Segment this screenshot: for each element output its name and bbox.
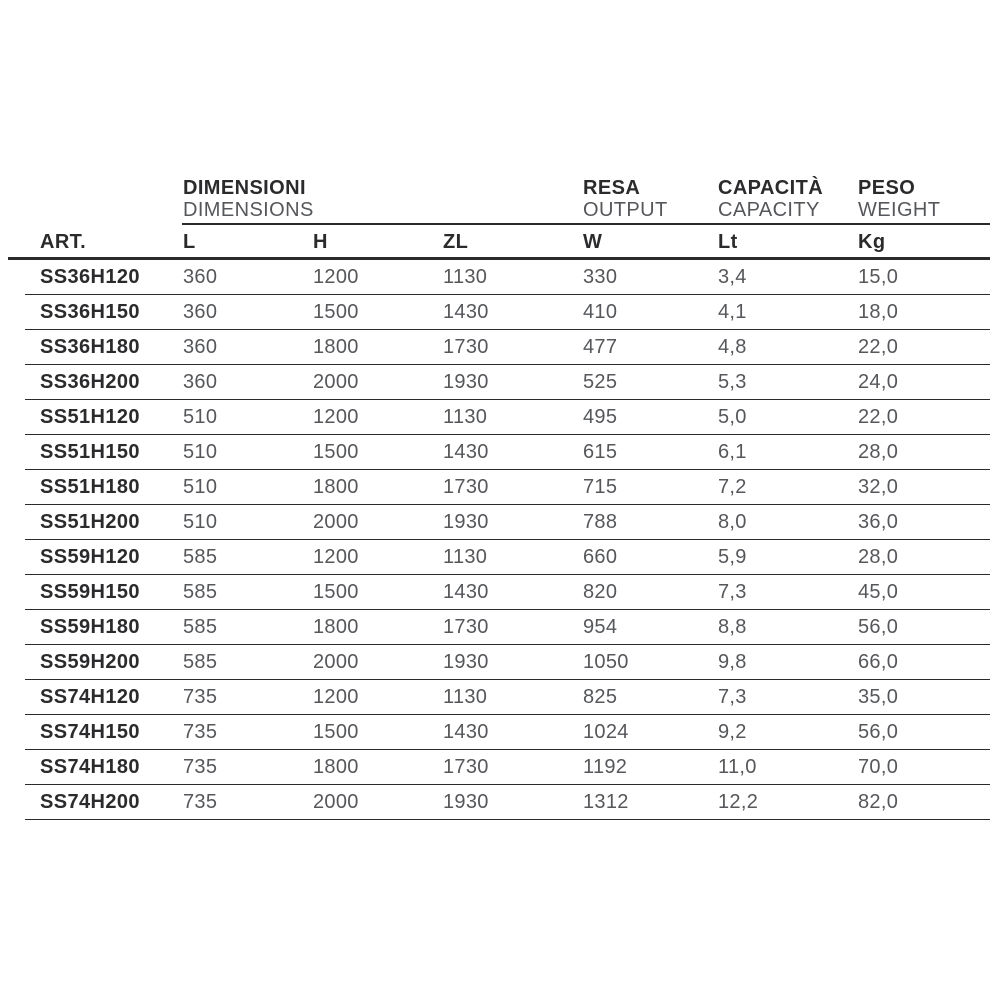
cell-l: 360 [183, 265, 218, 288]
cell-h: 1500 [313, 440, 359, 463]
cell-l: 360 [183, 300, 218, 323]
cell-l: 585 [183, 545, 218, 568]
cell-l: 360 [183, 370, 218, 393]
cell-h: 1500 [313, 720, 359, 743]
cell-lt: 7,3 [718, 580, 747, 603]
cell-lt: 7,3 [718, 685, 747, 708]
cell-w: 1024 [583, 720, 629, 743]
cell-kg: 70,0 [858, 755, 899, 778]
cell-w: 1192 [583, 755, 628, 778]
cell-zl: 1730 [443, 335, 489, 358]
cell-l: 735 [183, 685, 218, 708]
cell-lt: 5,3 [718, 370, 747, 393]
table-row [25, 470, 990, 505]
cell-l: 735 [183, 755, 218, 778]
group-header-subtitle: WEIGHT [858, 199, 941, 221]
cell-art: SS59H200 [40, 650, 140, 673]
cell-zl: 1730 [443, 475, 489, 498]
cell-lt: 9,8 [718, 650, 747, 673]
cell-kg: 56,0 [858, 720, 899, 743]
group-header-weight [858, 177, 940, 221]
group-header-output [583, 177, 668, 221]
cell-lt: 9,2 [718, 720, 747, 743]
cell-l: 735 [183, 790, 218, 813]
cell-kg: 28,0 [858, 545, 899, 568]
table-row [25, 400, 990, 435]
cell-kg: 28,0 [858, 440, 899, 463]
cell-w: 660 [583, 545, 618, 568]
cell-lt: 5,0 [718, 405, 747, 428]
cell-h: 1800 [313, 335, 359, 358]
cell-zl: 1130 [443, 685, 488, 708]
cell-h: 1800 [313, 755, 359, 778]
table-column-headers [0, 231, 1000, 257]
cell-zl: 1430 [443, 440, 489, 463]
cell-w: 525 [583, 370, 618, 393]
column-header-lt: Lt [718, 231, 738, 253]
table-row [25, 260, 990, 295]
cell-lt: 8,8 [718, 615, 747, 638]
cell-w: 495 [583, 405, 618, 428]
group-header-subtitle: CAPACITY [718, 199, 820, 221]
cell-kg: 22,0 [858, 405, 899, 428]
cell-kg: 22,0 [858, 335, 899, 358]
cell-zl: 1130 [443, 265, 488, 288]
cell-kg: 24,0 [858, 370, 899, 393]
column-header-w: W [583, 231, 603, 253]
cell-zl: 1930 [443, 510, 489, 533]
cell-l: 510 [183, 440, 218, 463]
cell-lt: 4,1 [718, 300, 747, 323]
cell-zl: 1730 [443, 755, 489, 778]
cell-zl: 1930 [443, 370, 489, 393]
cell-kg: 36,0 [858, 510, 899, 533]
cell-w: 954 [583, 615, 618, 638]
cell-l: 585 [183, 615, 218, 638]
cell-l: 510 [183, 475, 218, 498]
cell-kg: 45,0 [858, 580, 899, 603]
table-row [25, 575, 990, 610]
cell-lt: 6,1 [718, 440, 747, 463]
cell-h: 1800 [313, 615, 359, 638]
cell-h: 2000 [313, 370, 359, 393]
cell-h: 2000 [313, 790, 359, 813]
cell-art: SS74H180 [40, 755, 140, 778]
table-row [25, 540, 990, 575]
cell-w: 1050 [583, 650, 629, 673]
column-header-art: ART. [40, 231, 87, 253]
cell-zl: 1130 [443, 545, 488, 568]
column-header-zl: ZL [443, 231, 469, 253]
group-header-subtitle: DIMENSIONS [183, 199, 314, 221]
cell-kg: 32,0 [858, 475, 899, 498]
group-header-title: DIMENSIONI [183, 177, 306, 199]
column-header-kg: Kg [858, 231, 886, 253]
cell-l: 510 [183, 405, 218, 428]
cell-art: SS51H200 [40, 510, 140, 533]
cell-h: 1800 [313, 475, 359, 498]
table-row [25, 715, 990, 750]
cell-w: 330 [583, 265, 618, 288]
cell-w: 1312 [583, 790, 629, 813]
cell-w: 788 [583, 510, 618, 533]
table-body [25, 260, 990, 820]
cell-art: SS51H120 [40, 405, 140, 428]
cell-l: 585 [183, 580, 218, 603]
table-row [25, 785, 990, 820]
group-header-rule [182, 223, 990, 225]
group-header-subtitle: OUTPUT [583, 199, 668, 221]
cell-kg: 56,0 [858, 615, 899, 638]
cell-art: SS74H120 [40, 685, 140, 708]
cell-zl: 1730 [443, 615, 489, 638]
cell-h: 1500 [313, 580, 359, 603]
group-header-title: RESA [583, 177, 641, 199]
cell-kg: 18,0 [858, 300, 899, 323]
cell-zl: 1430 [443, 720, 489, 743]
cell-zl: 1930 [443, 650, 489, 673]
cell-art: SS59H120 [40, 545, 140, 568]
table-row [25, 330, 990, 365]
cell-h: 1200 [313, 545, 359, 568]
cell-h: 2000 [313, 510, 359, 533]
group-header-title: CAPACITÀ [718, 177, 824, 199]
cell-h: 1500 [313, 300, 359, 323]
cell-h: 2000 [313, 650, 359, 673]
cell-w: 615 [583, 440, 618, 463]
cell-kg: 66,0 [858, 650, 899, 673]
cell-lt: 8,0 [718, 510, 747, 533]
group-header-capacity [718, 177, 823, 221]
cell-lt: 7,2 [718, 475, 747, 498]
cell-w: 820 [583, 580, 618, 603]
cell-art: SS36H200 [40, 370, 140, 393]
cell-l: 735 [183, 720, 218, 743]
table-row [25, 645, 990, 680]
cell-zl: 1130 [443, 405, 488, 428]
cell-w: 410 [583, 300, 618, 323]
cell-kg: 15,0 [858, 265, 899, 288]
cell-w: 715 [583, 475, 618, 498]
table-row [25, 365, 990, 400]
cell-h: 1200 [313, 685, 359, 708]
cell-h: 1200 [313, 265, 359, 288]
cell-lt: 11,0 [718, 755, 757, 778]
column-header-h: H [313, 231, 328, 253]
cell-art: SS51H150 [40, 440, 140, 463]
column-header-l: L [183, 231, 196, 253]
cell-zl: 1430 [443, 300, 489, 323]
cell-lt: 4,8 [718, 335, 747, 358]
cell-art: SS74H150 [40, 720, 140, 743]
table-row [25, 295, 990, 330]
table-row [25, 680, 990, 715]
table-row [25, 750, 990, 785]
cell-l: 585 [183, 650, 218, 673]
cell-art: SS59H150 [40, 580, 140, 603]
cell-art: SS36H150 [40, 300, 140, 323]
cell-art: SS51H180 [40, 475, 140, 498]
cell-l: 360 [183, 335, 218, 358]
cell-art: SS36H180 [40, 335, 140, 358]
table-row [25, 505, 990, 540]
cell-w: 477 [583, 335, 618, 358]
cell-art: SS74H200 [40, 790, 140, 813]
cell-l: 510 [183, 510, 218, 533]
group-header-dimensions [183, 177, 314, 221]
cell-kg: 82,0 [858, 790, 899, 813]
cell-zl: 1430 [443, 580, 489, 603]
cell-art: SS59H180 [40, 615, 140, 638]
table-row [25, 435, 990, 470]
group-header-title: PESO [858, 177, 916, 199]
table-row [25, 610, 990, 645]
cell-w: 825 [583, 685, 618, 708]
cell-kg: 35,0 [858, 685, 899, 708]
cell-lt: 5,9 [718, 545, 747, 568]
cell-zl: 1930 [443, 790, 489, 813]
cell-h: 1200 [313, 405, 359, 428]
cell-lt: 3,4 [718, 265, 747, 288]
cell-art: SS36H120 [40, 265, 140, 288]
cell-lt: 12,2 [718, 790, 759, 813]
